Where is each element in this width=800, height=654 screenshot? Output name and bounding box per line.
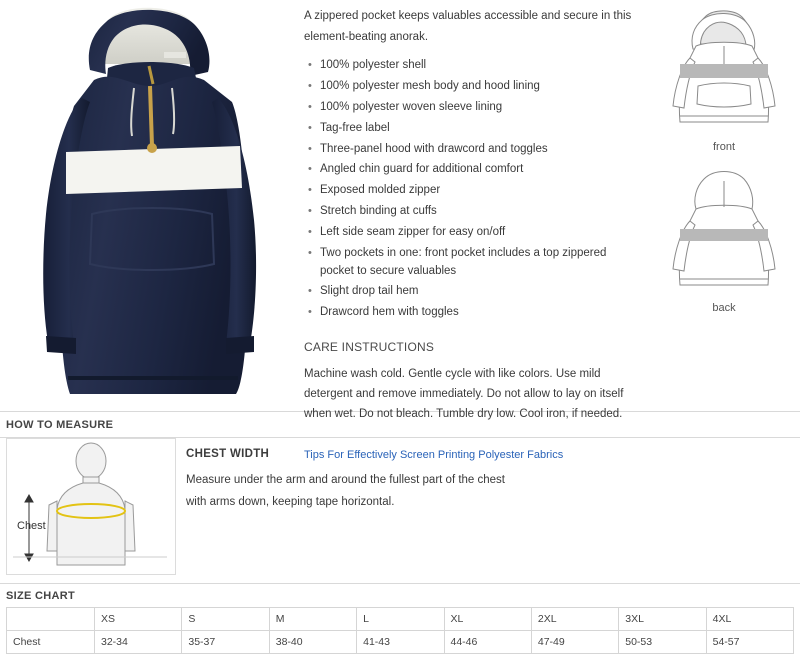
size-col-3xl: 3XL — [619, 608, 706, 631]
list-item: • Stretch binding at cuffs — [320, 203, 634, 221]
list-item: • Slight drop tail hem — [320, 283, 634, 301]
list-item: • Angled chin guard for additional comfort — [320, 161, 634, 179]
list-item: • Drawcord hem with toggles — [320, 304, 634, 322]
list-item: • 100% polyester shell — [320, 57, 634, 75]
chest-width-line1: Measure under the arm and around the fullest part of the chest — [186, 474, 505, 486]
back-sketch-box — [659, 167, 789, 328]
size-col-2xl: 2XL — [531, 608, 618, 631]
cell-chest-3xl: 50-53 — [619, 631, 706, 654]
product-description — [296, 0, 648, 461]
row-label-chest: Chest — [7, 631, 95, 654]
back-view-sketch — [662, 167, 786, 295]
table-row — [7, 631, 794, 654]
list-item: • Left side seam zipper for easy on/off — [320, 224, 634, 242]
description-intro: A zippered pocket keeps valuables accessible and secure in this element-beating anorak. — [304, 10, 632, 43]
table-header-row — [7, 608, 794, 631]
cell-chest-l: 41-43 — [357, 631, 444, 654]
cell-chest-s: 35-37 — [182, 631, 269, 654]
list-item: • Two pockets in one: front pocket includes a top zippered pocket to secure valuables — [320, 245, 634, 281]
size-col-xl: XL — [444, 608, 531, 631]
cell-chest-2xl: 47-49 — [531, 631, 618, 654]
size-col-l: L — [357, 608, 444, 631]
chest-width-line2: with arms down, keeping tape horizontal. — [186, 495, 395, 508]
care-instructions-text: Machine wash cold. Gentle cycle with like colors. Use mild detergent and remove immediately. Do not allow to lay on itself when wet. Do not bleach. Tumble dry low. Cool iron, if needed. — [304, 368, 624, 421]
back-sketch-caption: back — [712, 302, 736, 314]
size-chart-corner — [7, 608, 95, 631]
how-to-measure-heading: HOW TO MEASURE — [6, 419, 114, 431]
chest-measure-diagram — [7, 439, 175, 574]
front-sketch-box — [659, 6, 789, 167]
list-item: • Exposed molded zipper — [320, 182, 634, 200]
size-chart-heading: SIZE CHART — [0, 583, 800, 607]
cell-chest-4xl: 54-57 — [706, 631, 793, 654]
cell-chest-m: 38-40 — [269, 631, 356, 654]
product-photo-container — [0, 0, 296, 411]
list-item: • Tag-free label — [320, 120, 634, 138]
measure-figure-box — [6, 438, 176, 575]
size-col-s: S — [182, 608, 269, 631]
cell-chest-xs: 32-34 — [95, 631, 182, 654]
chest-width-title: CHEST WIDTH — [186, 448, 270, 460]
product-sketches — [648, 0, 800, 411]
chest-label: Chest — [17, 520, 46, 532]
front-sketch-caption: front — [712, 141, 735, 153]
front-view-sketch — [662, 6, 786, 134]
feature-list — [304, 57, 634, 322]
product-photo-anorak — [22, 6, 280, 400]
size-col-m: M — [269, 608, 356, 631]
measure-description — [176, 438, 800, 583]
care-instructions-title: CARE INSTRUCTIONS — [304, 339, 435, 354]
list-item: • Three-panel hood with drawcord and toggles — [320, 141, 634, 159]
size-col-xs: XS — [95, 608, 182, 631]
how-to-measure-section — [0, 437, 800, 583]
screen-printing-tips-link[interactable]: Tips For Effectively Screen Printing Polyester Fabrics — [304, 448, 564, 461]
list-item: • 100% polyester woven sleeve lining — [320, 99, 634, 117]
size-col-4xl: 4XL — [706, 608, 793, 631]
list-item: • 100% polyester mesh body and hood lining — [320, 78, 634, 96]
size-chart-table — [6, 607, 794, 654]
cell-chest-xl: 44-46 — [444, 631, 531, 654]
